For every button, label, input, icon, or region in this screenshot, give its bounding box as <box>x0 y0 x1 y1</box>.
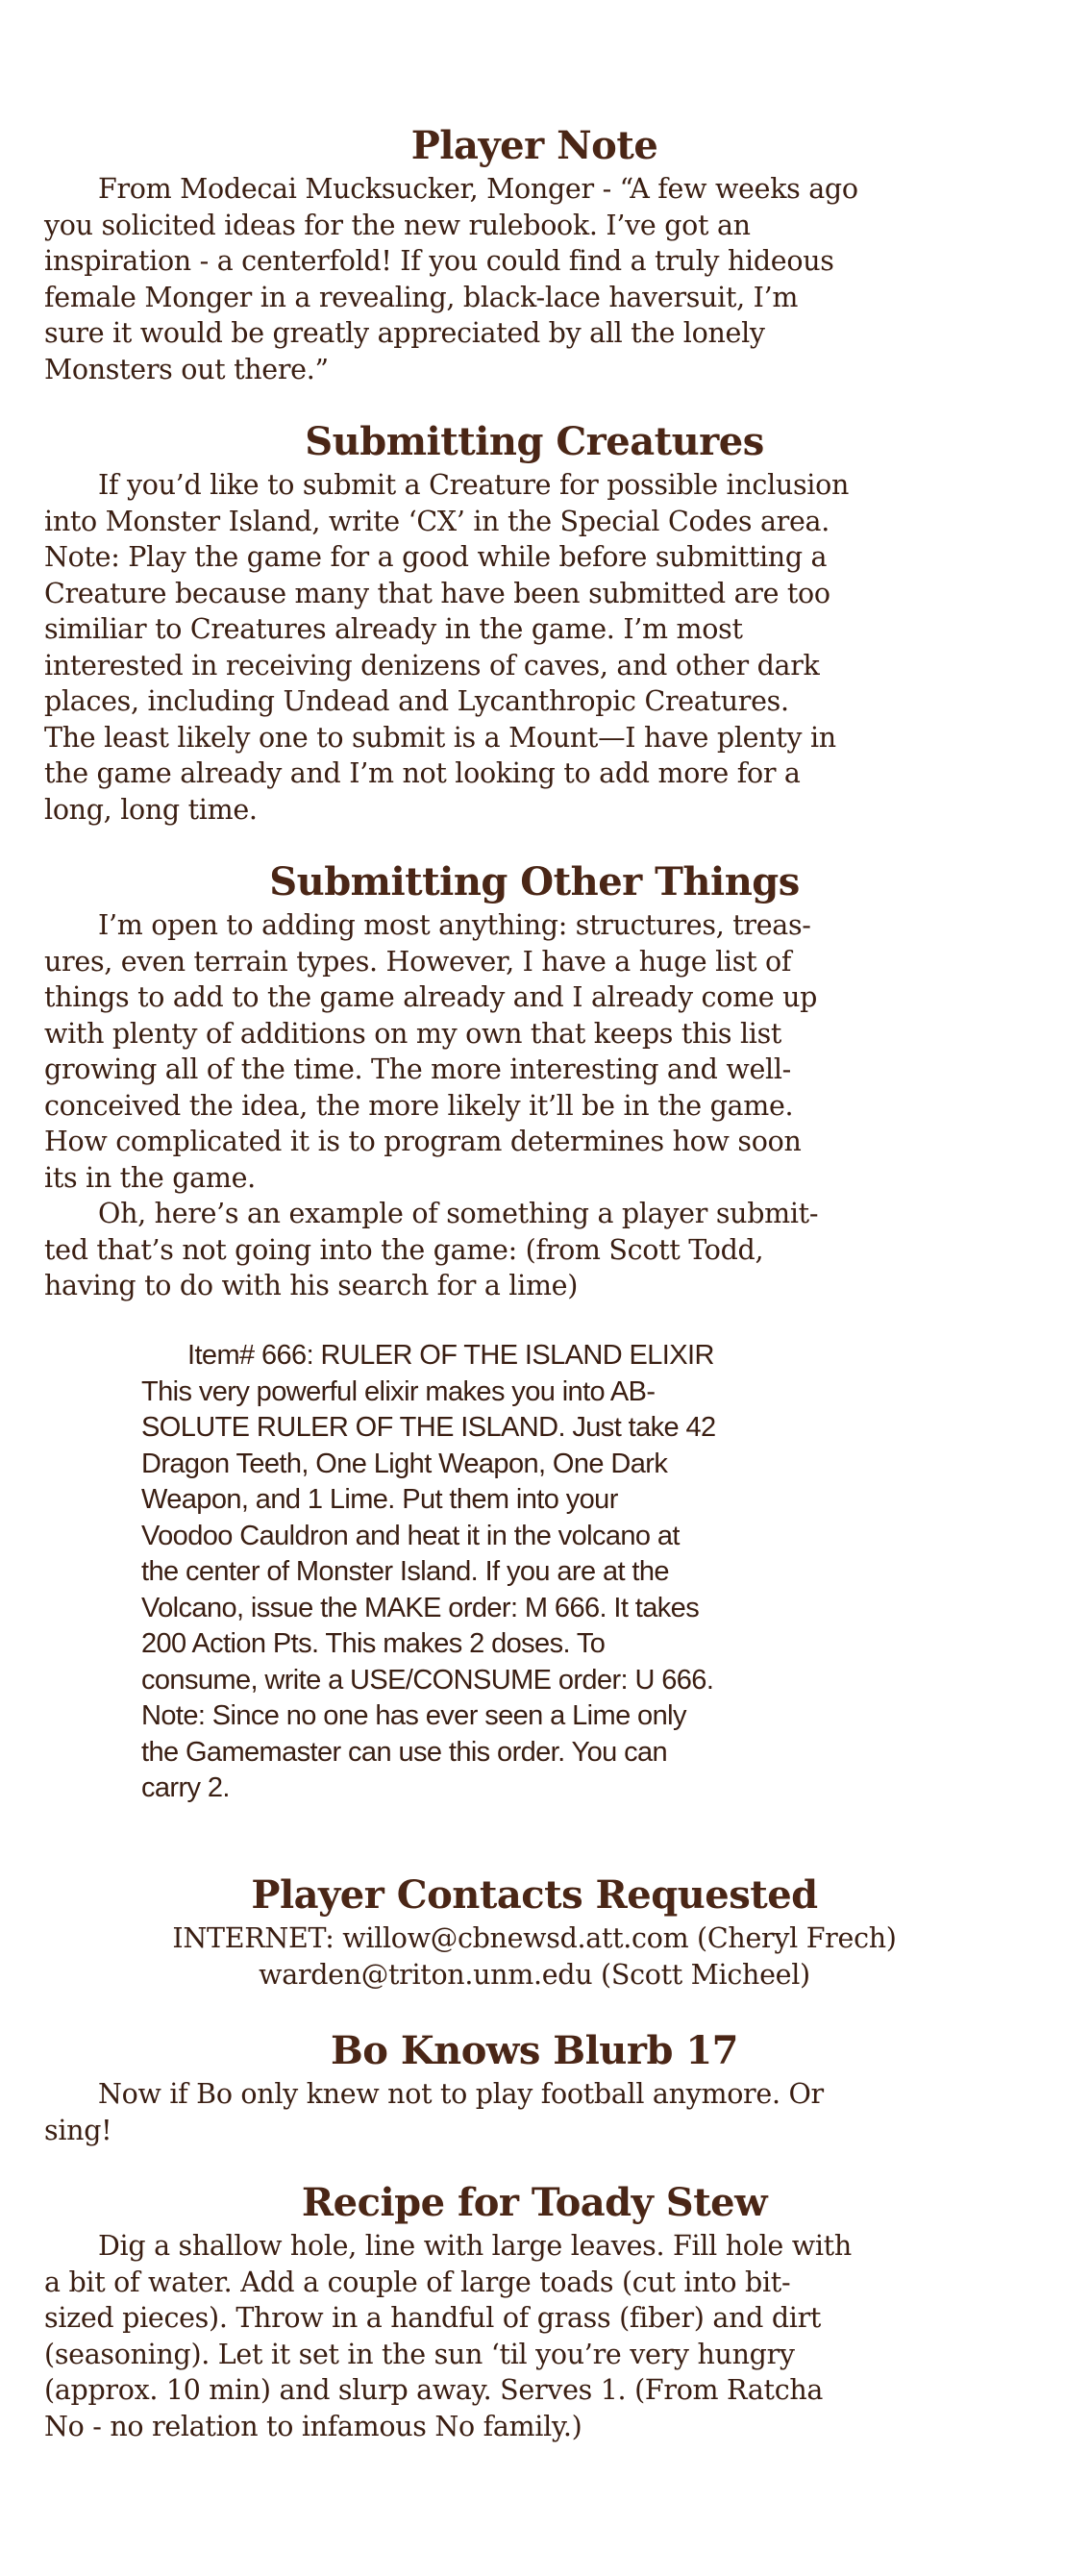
submitting-other-body <box>44 907 1025 1304</box>
submitting-other-section <box>44 859 1025 1304</box>
submitting-other-line: ted that’s not going into the game: (from Scott Todd, <box>44 1233 764 1266</box>
submitting-creatures-heading: Submitting Creatures <box>305 419 764 464</box>
submitting-other-line: with plenty of additions on my own that keeps this list <box>44 1017 782 1050</box>
submitting-creatures-line: places, including Undead and Lycanthropic Creatures. <box>44 685 789 717</box>
item-line: 200 Action Pts. This makes 2 doses. To <box>141 1628 606 1659</box>
player-note-line: inspiration - a centerfold! If you could find a truly hideous <box>44 245 834 277</box>
item-line: consume, write a USE/CONSUME order: U 666. <box>141 1664 714 1696</box>
submitting-creatures-line: the game already and I’m not looking to add more for a <box>44 757 801 789</box>
player-note-line: From Modecai Mucksucker, Monger - “A few weeks ago <box>98 173 858 205</box>
submitting-other-heading: Submitting Other Things <box>269 859 800 904</box>
submitting-creatures-line: Note: Play the game for a good while before submitting a <box>44 541 828 573</box>
recipe-line: No - no relation to infamous No family.) <box>44 2410 582 2442</box>
contact-line: warden@triton.unm.edu (Scott Micheel) <box>259 1958 810 1991</box>
player-note-line: sure it would be greatly appreciated by all the lonely <box>44 317 765 349</box>
submitting-creatures-line: similiar to Creatures already in the game. I’m most <box>44 613 743 645</box>
item-line: This very powerful elixir makes you into AB- <box>141 1375 656 1407</box>
recipe-section <box>44 2180 1025 2444</box>
submitting-creatures-line: Creature because many that have been submitted are too <box>44 577 830 609</box>
recipe-line: (approx. 10 min) and slurp away. Serves 1. (From Ratcha <box>44 2374 824 2406</box>
submitting-creatures-line: into Monster Island, write ‘CX’ in the Special Codes area. <box>44 505 830 537</box>
player-note-line: female Monger in a revealing, black-lace haversuit, I’m <box>44 281 799 313</box>
contacts-heading: Player Contacts Requested <box>251 1872 818 1918</box>
item-666-block <box>141 1338 910 1807</box>
recipe-body <box>44 2228 1025 2444</box>
bo-knows-body <box>44 2076 1025 2148</box>
bo-knows-section <box>44 2028 1025 2148</box>
player-note-heading: Player Note <box>410 123 658 168</box>
submitting-creatures-line: interested in receiving denizens of caves, and other dark <box>44 649 820 681</box>
submitting-creatures-section <box>44 419 1025 828</box>
contacts-body <box>44 1920 1025 1993</box>
submitting-other-line: How complicated it is to program determines how soon <box>44 1126 802 1157</box>
submitting-creatures-line: long, long time. <box>44 793 258 826</box>
submitting-other-line: I’m open to adding most anything: structures, treas- <box>98 909 811 941</box>
recipe-line: sized pieces). Throw in a handful of grass (fiber) and dirt <box>44 2302 822 2334</box>
submitting-other-line: ures, even terrain types. However, I have a huge list of <box>44 945 792 978</box>
item-title: Item# 666: RULER OF THE ISLAND ELIXIR <box>187 1340 714 1371</box>
item-line: Volcano, issue the MAKE order: M 666. It takes <box>141 1592 700 1623</box>
item-line: carry 2. <box>141 1772 230 1803</box>
player-note-line: you solicited ideas for the new rulebook. I’ve got an <box>44 209 751 241</box>
submitting-other-line: growing all of the time. The more interesting and well- <box>44 1053 791 1085</box>
recipe-line: a bit of water. Add a couple of large toads (cut into bit- <box>44 2266 791 2298</box>
item-line: Note: Since no one has ever seen a Lime only <box>141 1700 686 1731</box>
item-line: SOLUTE RULER OF THE ISLAND. Just take 42 <box>141 1412 716 1443</box>
item-line: the Gamemaster can use this order. You can <box>141 1736 668 1768</box>
player-note-body <box>44 171 1025 387</box>
bo-knows-heading: Bo Knows Blurb 17 <box>330 2028 739 2073</box>
submitting-creatures-line: If you’d like to submit a Creature for possible inclusion <box>98 469 850 501</box>
player-note-section <box>44 123 1025 387</box>
recipe-heading: Recipe for Toady Stew <box>301 2180 768 2225</box>
submitting-other-line: things to add to the game already and I already come up <box>44 981 818 1013</box>
submitting-other-line: conceived the idea, the more likely it’ll be in the game. <box>44 1089 794 1122</box>
submitting-other-line: Oh, here’s an example of something a player submit- <box>98 1198 819 1229</box>
submitting-creatures-line: The least likely one to submit is a Mount—I have plenty in <box>44 721 836 754</box>
submitting-creatures-body <box>44 467 1025 828</box>
item-line: the center of Monster Island. If you are at the <box>141 1556 669 1587</box>
player-note-line: Monsters out there.” <box>44 353 329 385</box>
contacts-section <box>44 1872 1025 1993</box>
item-line: Dragon Teeth, One Light Weapon, One Dark <box>141 1448 668 1479</box>
bo-knows-line: Now if Bo only knew not to play football anymore. Or <box>98 2078 824 2110</box>
recipe-line: (seasoning). Let it set in the sun ‘til you’re very hungry <box>44 2338 795 2370</box>
recipe-line: Dig a shallow hole, line with large leaves. Fill hole with <box>98 2230 852 2262</box>
contact-line: INTERNET: willow@cbnewsd.att.com (Cheryl Frech) <box>172 1922 897 1954</box>
submitting-other-line: its in the game. <box>44 1161 256 1194</box>
item-line: Voodoo Cauldron and heat it in the volcano at <box>141 1520 680 1551</box>
submitting-other-line: having to do with his search for a lime) <box>44 1270 579 1301</box>
item-line: Weapon, and 1 Lime. Put them into your <box>141 1484 618 1515</box>
bo-knows-line: sing! <box>44 2114 112 2146</box>
